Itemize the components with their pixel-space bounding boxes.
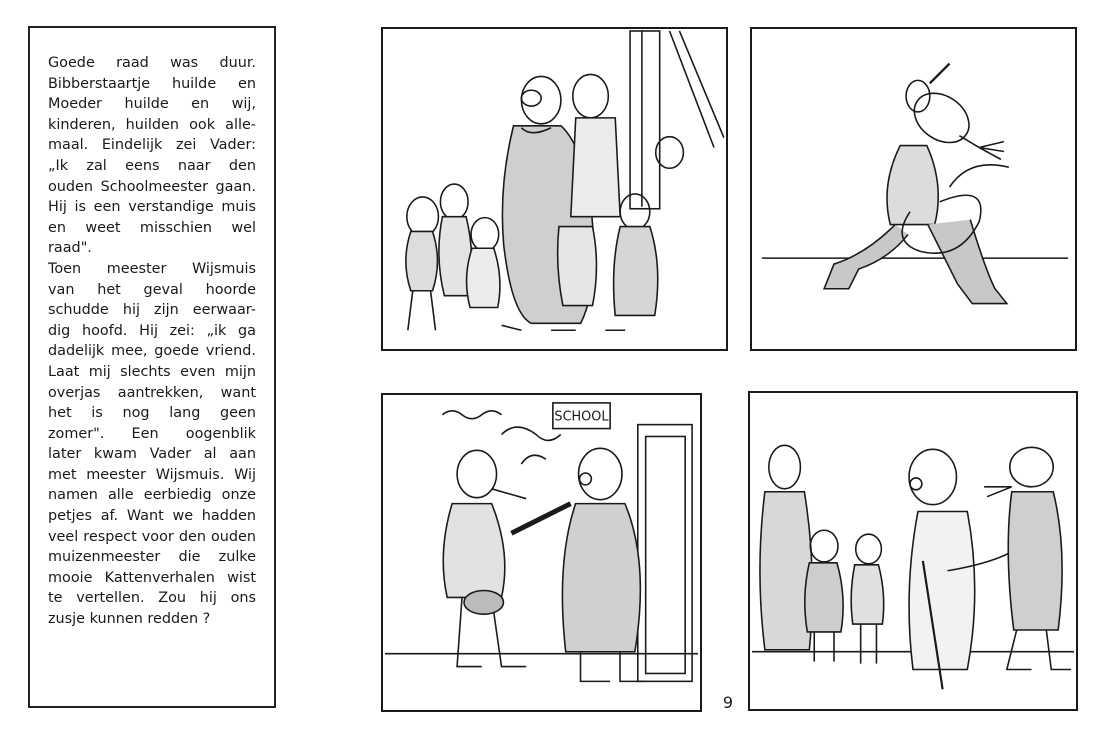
story-line: zusje kunnen redden ? <box>48 611 211 628</box>
story-line: kinderen, huilden ook alle- <box>48 116 256 133</box>
story-line: muizenmeester die zulke <box>48 549 256 566</box>
story-line: „Ik zal eens naar den <box>48 157 256 174</box>
comic-panel-father-walking <box>750 27 1077 351</box>
story-text-box <box>28 26 276 708</box>
father-walking-illustration <box>752 29 1075 349</box>
story-line: veel respect voor den ouden <box>48 528 256 545</box>
story-line: namen alle eerbiedig onze <box>48 487 256 504</box>
family-crying-illustration <box>383 29 726 349</box>
comic-panel-mice-group <box>748 391 1078 711</box>
story-line: dadelijk mee, goede vriend. <box>48 343 256 360</box>
story-line: het is nog lang geen <box>48 405 256 422</box>
mice-group-illustration <box>750 393 1076 709</box>
story-line: Bibberstaartje huilde en <box>48 75 256 92</box>
page-number: 9 <box>722 693 734 712</box>
story-line: raad". <box>48 240 92 257</box>
comic-panel-family-crying <box>381 27 728 351</box>
story-line: zomer". Een oogenblik <box>48 425 256 442</box>
story-line: te vertellen. Zou hij ons <box>48 590 256 607</box>
story-line: van het geval hoorde <box>48 281 256 298</box>
story-line: schudde hij zijn eerwaar- <box>48 302 256 319</box>
school-sign-text: SCHOOL <box>554 409 609 425</box>
story-line: Moeder huilde en wij, <box>48 96 256 113</box>
story-line: dig hoofd. Hij zei: „ik ga <box>48 322 256 339</box>
school-meeting-illustration <box>383 395 700 710</box>
story-line: petjes af. Want we hadden <box>48 508 256 525</box>
comic-panel-school-meeting <box>381 393 702 712</box>
story-text <box>48 53 256 630</box>
story-line: later kwam Vader al aan <box>48 446 256 463</box>
story-line: Laat mij slechts even mijn <box>48 363 256 380</box>
story-line: met meester Wijsmuis. Wij <box>48 466 256 483</box>
story-line: Hij is een verstandige muis <box>48 199 256 216</box>
story-line: maal. Eindelijk zei Vader: <box>48 137 256 154</box>
story-line: overjas aantrekken, want <box>48 384 256 401</box>
story-line: en weet misschien wel <box>48 219 256 236</box>
story-line: ouden Schoolmeester gaan. <box>48 178 256 195</box>
story-line: Goede raad was duur. <box>48 55 256 71</box>
story-line: mooie Kattenverhalen wist <box>48 569 256 586</box>
story-line: Toen meester Wijsmuis <box>48 260 256 277</box>
